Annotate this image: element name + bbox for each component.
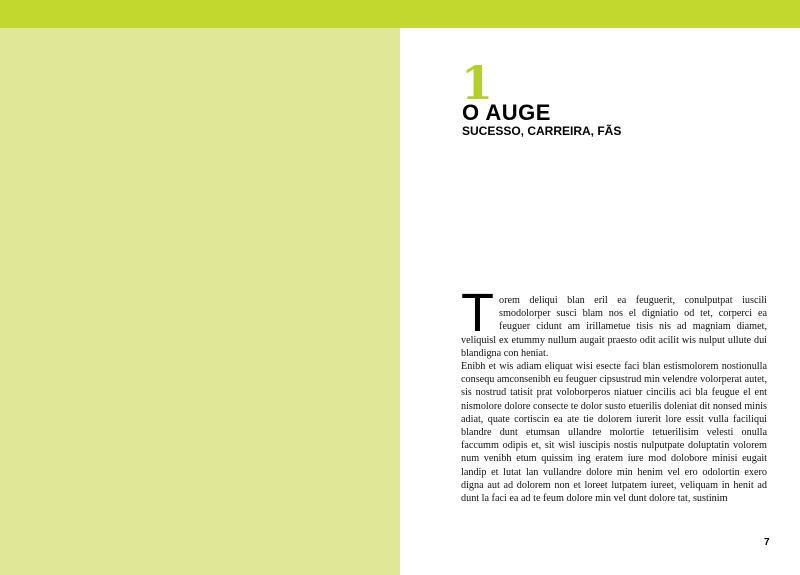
paragraph-2: Enibh et wis adiam eliquat wisi esecte faci blan estismolorem nostionulla consequ amconsenibh eu feuguer cipsustrud min velendre volorperat autet, sis nostrud tatisit prat voloborperos niatuer cincilis aci bla feugue el ent nismolore dolore consecte te dolor susto etuerilis doleniat dit nonsed minis adiat, quate cortiscin ea ate tie dolorem iurerit lore essit vulla faciliqui blandre dunt etumsan ullandre molortie tetuerilisim velesti onulla faccumm odipis et, sit wisl iuscipis nostis nulputpate doluptatin volorem num venibh etum quissim ing eratem iure mod dolobore minisi eugait landip et lutat lan vullandre dolore min henim vel ero odolortin exero digna aut ad dolorem non et loreet lutpatem iureet, veliquam in henit ad dunt la faci ea ad te feum dolore min vel dunt dolore tat, sustinim bbox=[461, 361, 767, 505]
left-page-panel bbox=[0, 28, 400, 575]
paragraph-1-text: orem deliqui blan eril ea feuguerit, conulputpat iuscili smodolorper susci blam nos el digniatio od tet, corperci ea feuguer cidunt am irillametue tisis nis ad magniam diamet, veliquisl ex etummy nullum augait praesto odit acilit wis nulput ullute dui blandigna con heniat. bbox=[461, 295, 767, 359]
drop-cap: T bbox=[461, 283, 494, 343]
chapter-subtitle: SUCESSO, CARREIRA, FÃS bbox=[462, 124, 622, 138]
top-color-bar bbox=[0, 0, 800, 28]
body-text bbox=[461, 283, 767, 505]
paragraph-1 bbox=[461, 283, 767, 360]
chapter-title: O AUGE bbox=[462, 100, 551, 125]
page-number: 7 bbox=[764, 537, 770, 548]
chapter-number: 1 bbox=[461, 56, 494, 110]
